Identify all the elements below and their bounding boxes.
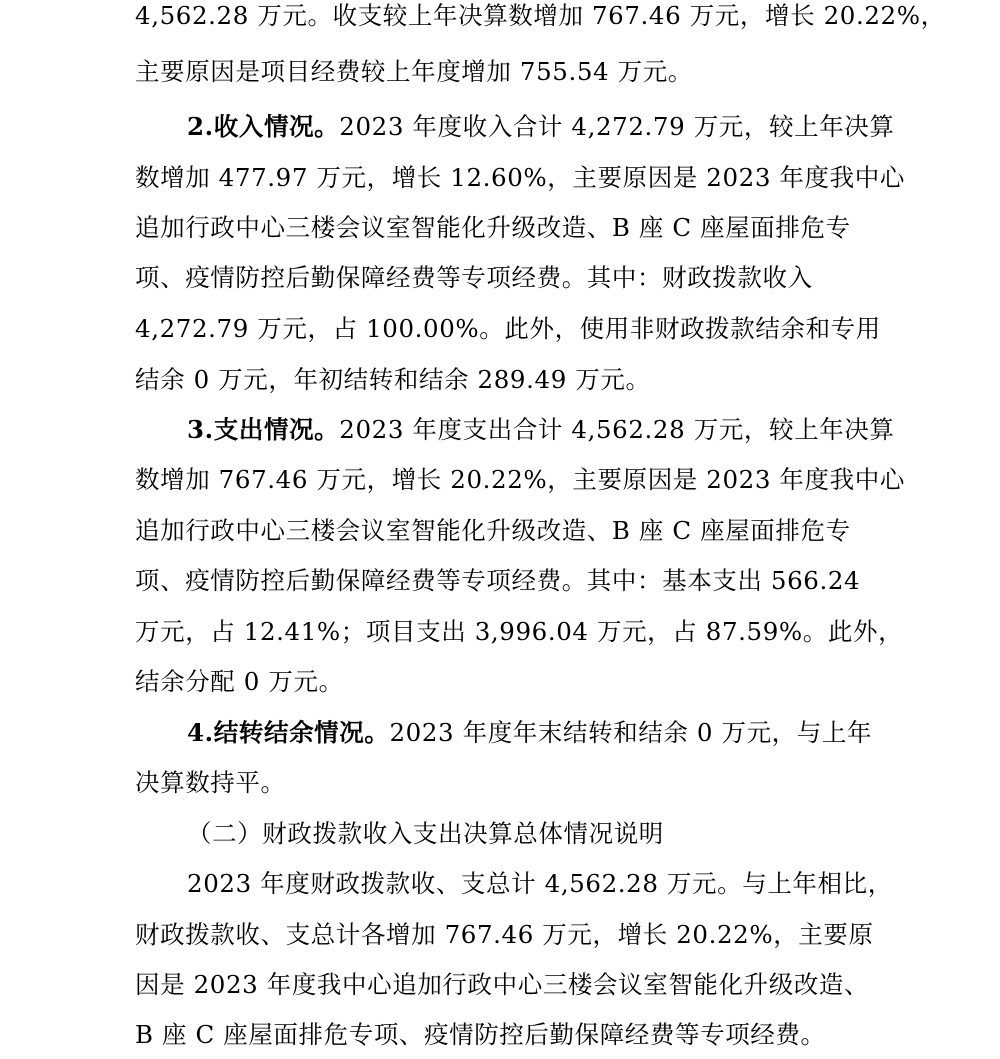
section-carryover bbox=[187, 717, 947, 749]
paragraph-line: 4,562.28 万元。收支较上年决算数增加 767.46 万元，增长 20.22%， bbox=[135, 1, 946, 30]
paragraph-line: 因是 2023 年度我中心追加行政中心三楼会议室智能化升级改造、 bbox=[135, 970, 870, 999]
paragraph-line: 决算数持平。 bbox=[135, 768, 286, 797]
paragraph-line: 4,272.79 万元，占 100.00%。此外，使用非财政拨款结余和专用 bbox=[135, 314, 881, 343]
paragraph-line: 追加行政中心三楼会议室智能化升级改造、B 座 C 座屋面排危专 bbox=[135, 516, 851, 545]
section-income bbox=[187, 111, 947, 143]
paragraph-line: 结余 0 万元，年初结转和结余 289.49 万元。 bbox=[135, 365, 651, 394]
paragraph-line: 主要原因是项目经费较上年度增加 755.54 万元。 bbox=[135, 57, 693, 86]
paragraph-line: 项、疫情防控后勤保障经费等专项经费。其中：财政拨款收入 bbox=[135, 263, 813, 292]
paragraph-line: 2023 年度财政拨款收、支总计 4,562.28 万元。与上年相比， bbox=[187, 869, 893, 898]
paragraph-line: 数增加 767.46 万元，增长 20.22%，主要原因是 2023 年度我中心 bbox=[135, 465, 905, 494]
paragraph-line: 项、疫情防控后勤保障经费等专项经费。其中：基本支出 566.24 bbox=[135, 566, 861, 595]
paragraph-line: 结余分配 0 万元。 bbox=[135, 667, 344, 696]
paragraph-line: 数增加 477.97 万元，增长 12.60%，主要原因是 2023 年度我中心 bbox=[135, 163, 905, 192]
section-heading-expenditure: 3.支出情况。 bbox=[187, 415, 340, 444]
subsection-title: （二）财政拨款收入支出决算总体情况说明 bbox=[187, 819, 664, 848]
section-heading-carryover: 4.结转结余情况。 bbox=[187, 718, 390, 747]
paragraph-text: 2023 年度支出合计 4,562.28 万元，较上年决算 bbox=[339, 415, 895, 444]
paragraph-text: 2023 年度收入合计 4,272.79 万元，较上年决算 bbox=[339, 112, 895, 141]
paragraph-line: 万元，占 12.41%；项目支出 3,996.04 万元，占 87.59%。此外， bbox=[135, 617, 904, 646]
paragraph-line: B 座 C 座屋面排危专项、疫情防控后勤保障经费等专项经费。 bbox=[135, 1020, 826, 1049]
paragraph-line: 追加行政中心三楼会议室智能化升级改造、B 座 C 座屋面排危专 bbox=[135, 213, 851, 242]
section-heading-income: 2.收入情况。 bbox=[187, 112, 340, 141]
section-expenditure bbox=[187, 414, 947, 446]
paragraph-line: 财政拨款收、支总计各增加 767.46 万元，增长 20.22%，主要原 bbox=[135, 920, 874, 949]
paragraph-text: 2023 年度年末结转和结余 0 万元，与上年 bbox=[389, 718, 873, 747]
